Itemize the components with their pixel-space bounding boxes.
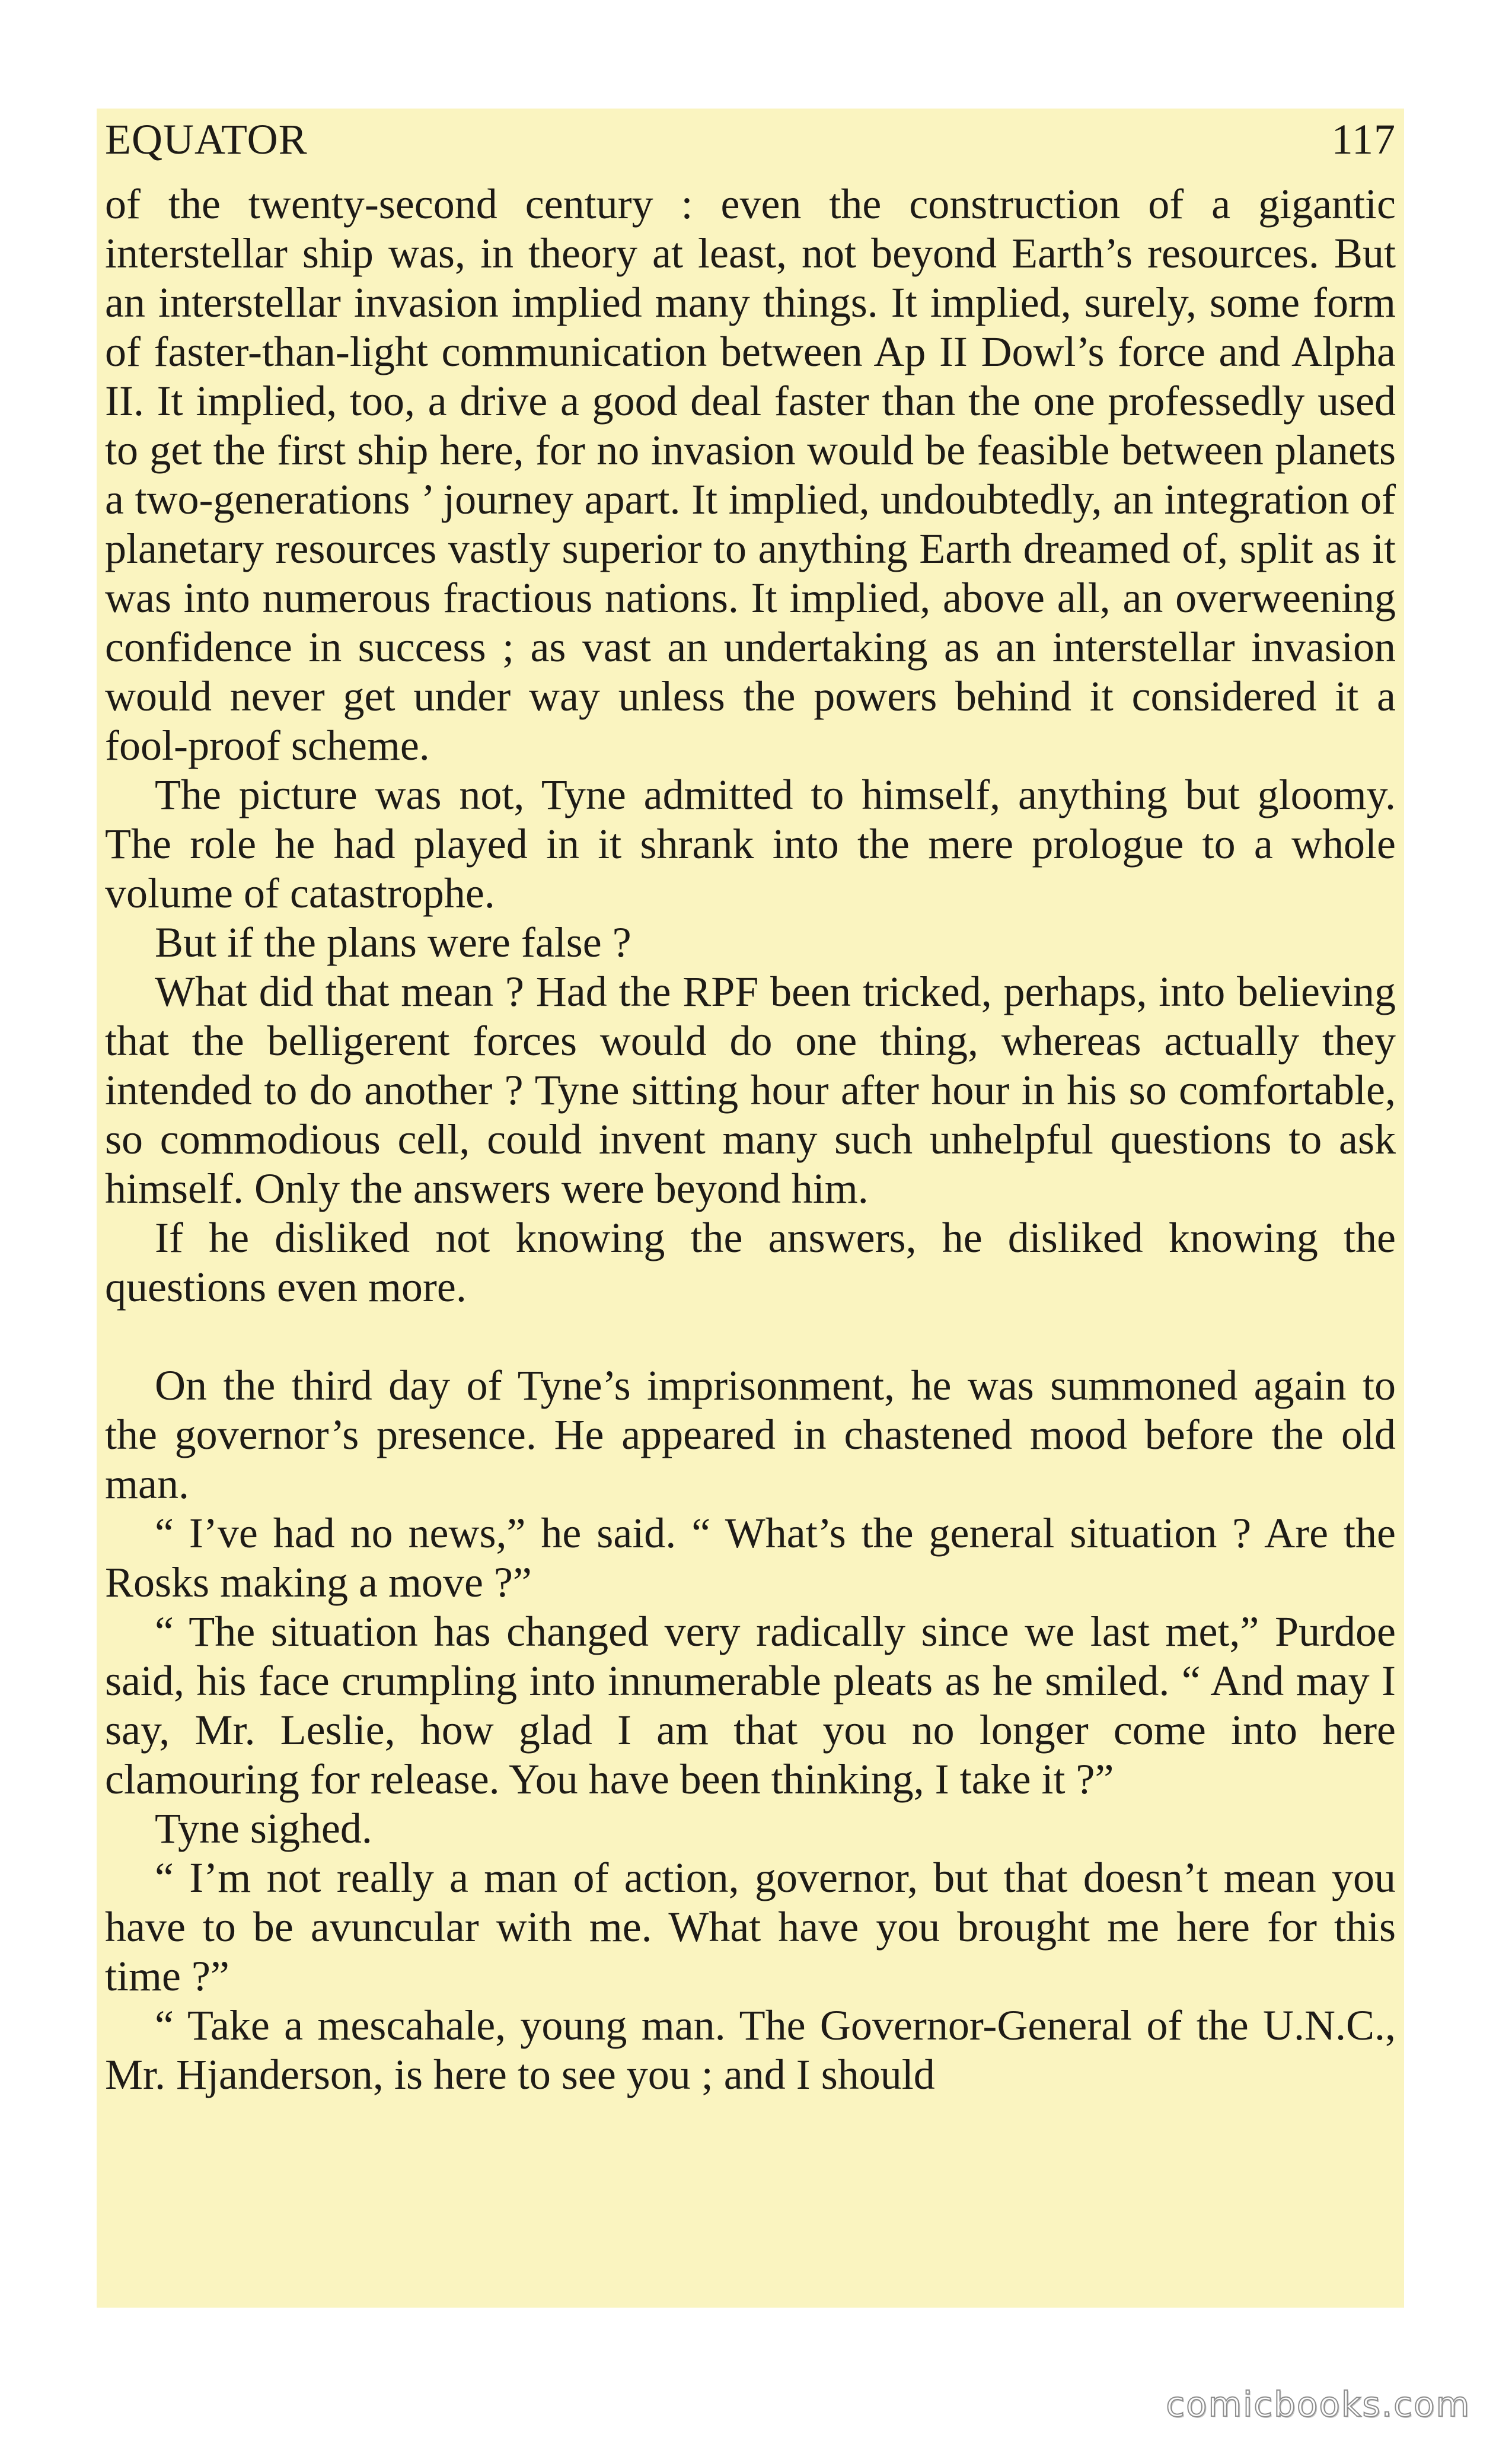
paragraph: But if the plans were false ? <box>155 919 631 966</box>
paragraph: What did that mean ? Had the RPF been tricked, perhaps, into believing that the belligerent forces would do one thing, whereas actually they intended to do another ? Tyne sitting hour after hour in his so comfortable, so commodious cell, could invent many such unhelpful questions to ask himself. Only the answers were beyond him. <box>105 968 1396 1212</box>
running-title: EQUATOR <box>105 116 308 163</box>
paragraph: “ Take a mescahale, young man. The Governor-General of the U.N.C., Mr. Hjanderson, is here to see you ; and I should <box>105 2002 1396 2098</box>
paragraph: “ I’m not really a man of action, governor, but that doesn’t mean you have to be avuncular with me. What have you brought me here for this time ?” <box>105 1854 1396 2000</box>
paragraph: “ The situation has changed very radically since we last met,” Purdoe said, his face crumpling into innumerable pleats as he smiled. “ And may I say, Mr. Leslie, how glad I am that you no longer come into here clamouring for release. You have been thinking, I take it ?” <box>105 1608 1396 1803</box>
paragraph: Tyne sighed. <box>155 1805 372 1852</box>
paragraph: of the twenty-second century : even the construction of a gigantic interstellar ship was, in theory at least, not beyond Earth’s resources. But an interstellar invasion implied many things. It implied, surely, some form of faster-than-light communication between Ap II Dowl’s force and Alpha II. It implied, too, a drive a good deal faster than the one professedly used to get the first ship here, for no invasion would be feasible between planets a two-generations ’ journey apart. It implied, undoubtedly, an integration of planetary resources vastly superior to anything Earth dreamed of, split as it was into numerous fractious nations. It implied, above all, an overweening confidence in success ; as vast an undertaking as an interstellar invasion would never get under way unless the powers behind it considered it a fool-proof scheme. <box>105 180 1396 769</box>
book-page <box>97 109 1404 2308</box>
watermark: comicbooks.com <box>1166 2384 1470 2424</box>
paragraph: On the third day of Tyne’s imprisonment, he was summoned again to the governor’s presence. He appeared in chastened mood before the old man. <box>105 1362 1396 1508</box>
body-text <box>105 180 1396 2099</box>
paragraph: If he disliked not knowing the answers, he disliked knowing the questions even more. <box>105 1214 1396 1311</box>
paragraph: The picture was not, Tyne admitted to himself, anything but gloomy. The role he had played in it shrank into the mere prologue to a whole volume of catastrophe. <box>105 771 1396 917</box>
page-number: 117 <box>1331 116 1396 163</box>
running-head <box>105 113 1396 180</box>
paragraph: “ I’ve had no news,” he said. “ What’s the general situation ? Are the Rosks making a move ?” <box>105 1509 1396 1606</box>
